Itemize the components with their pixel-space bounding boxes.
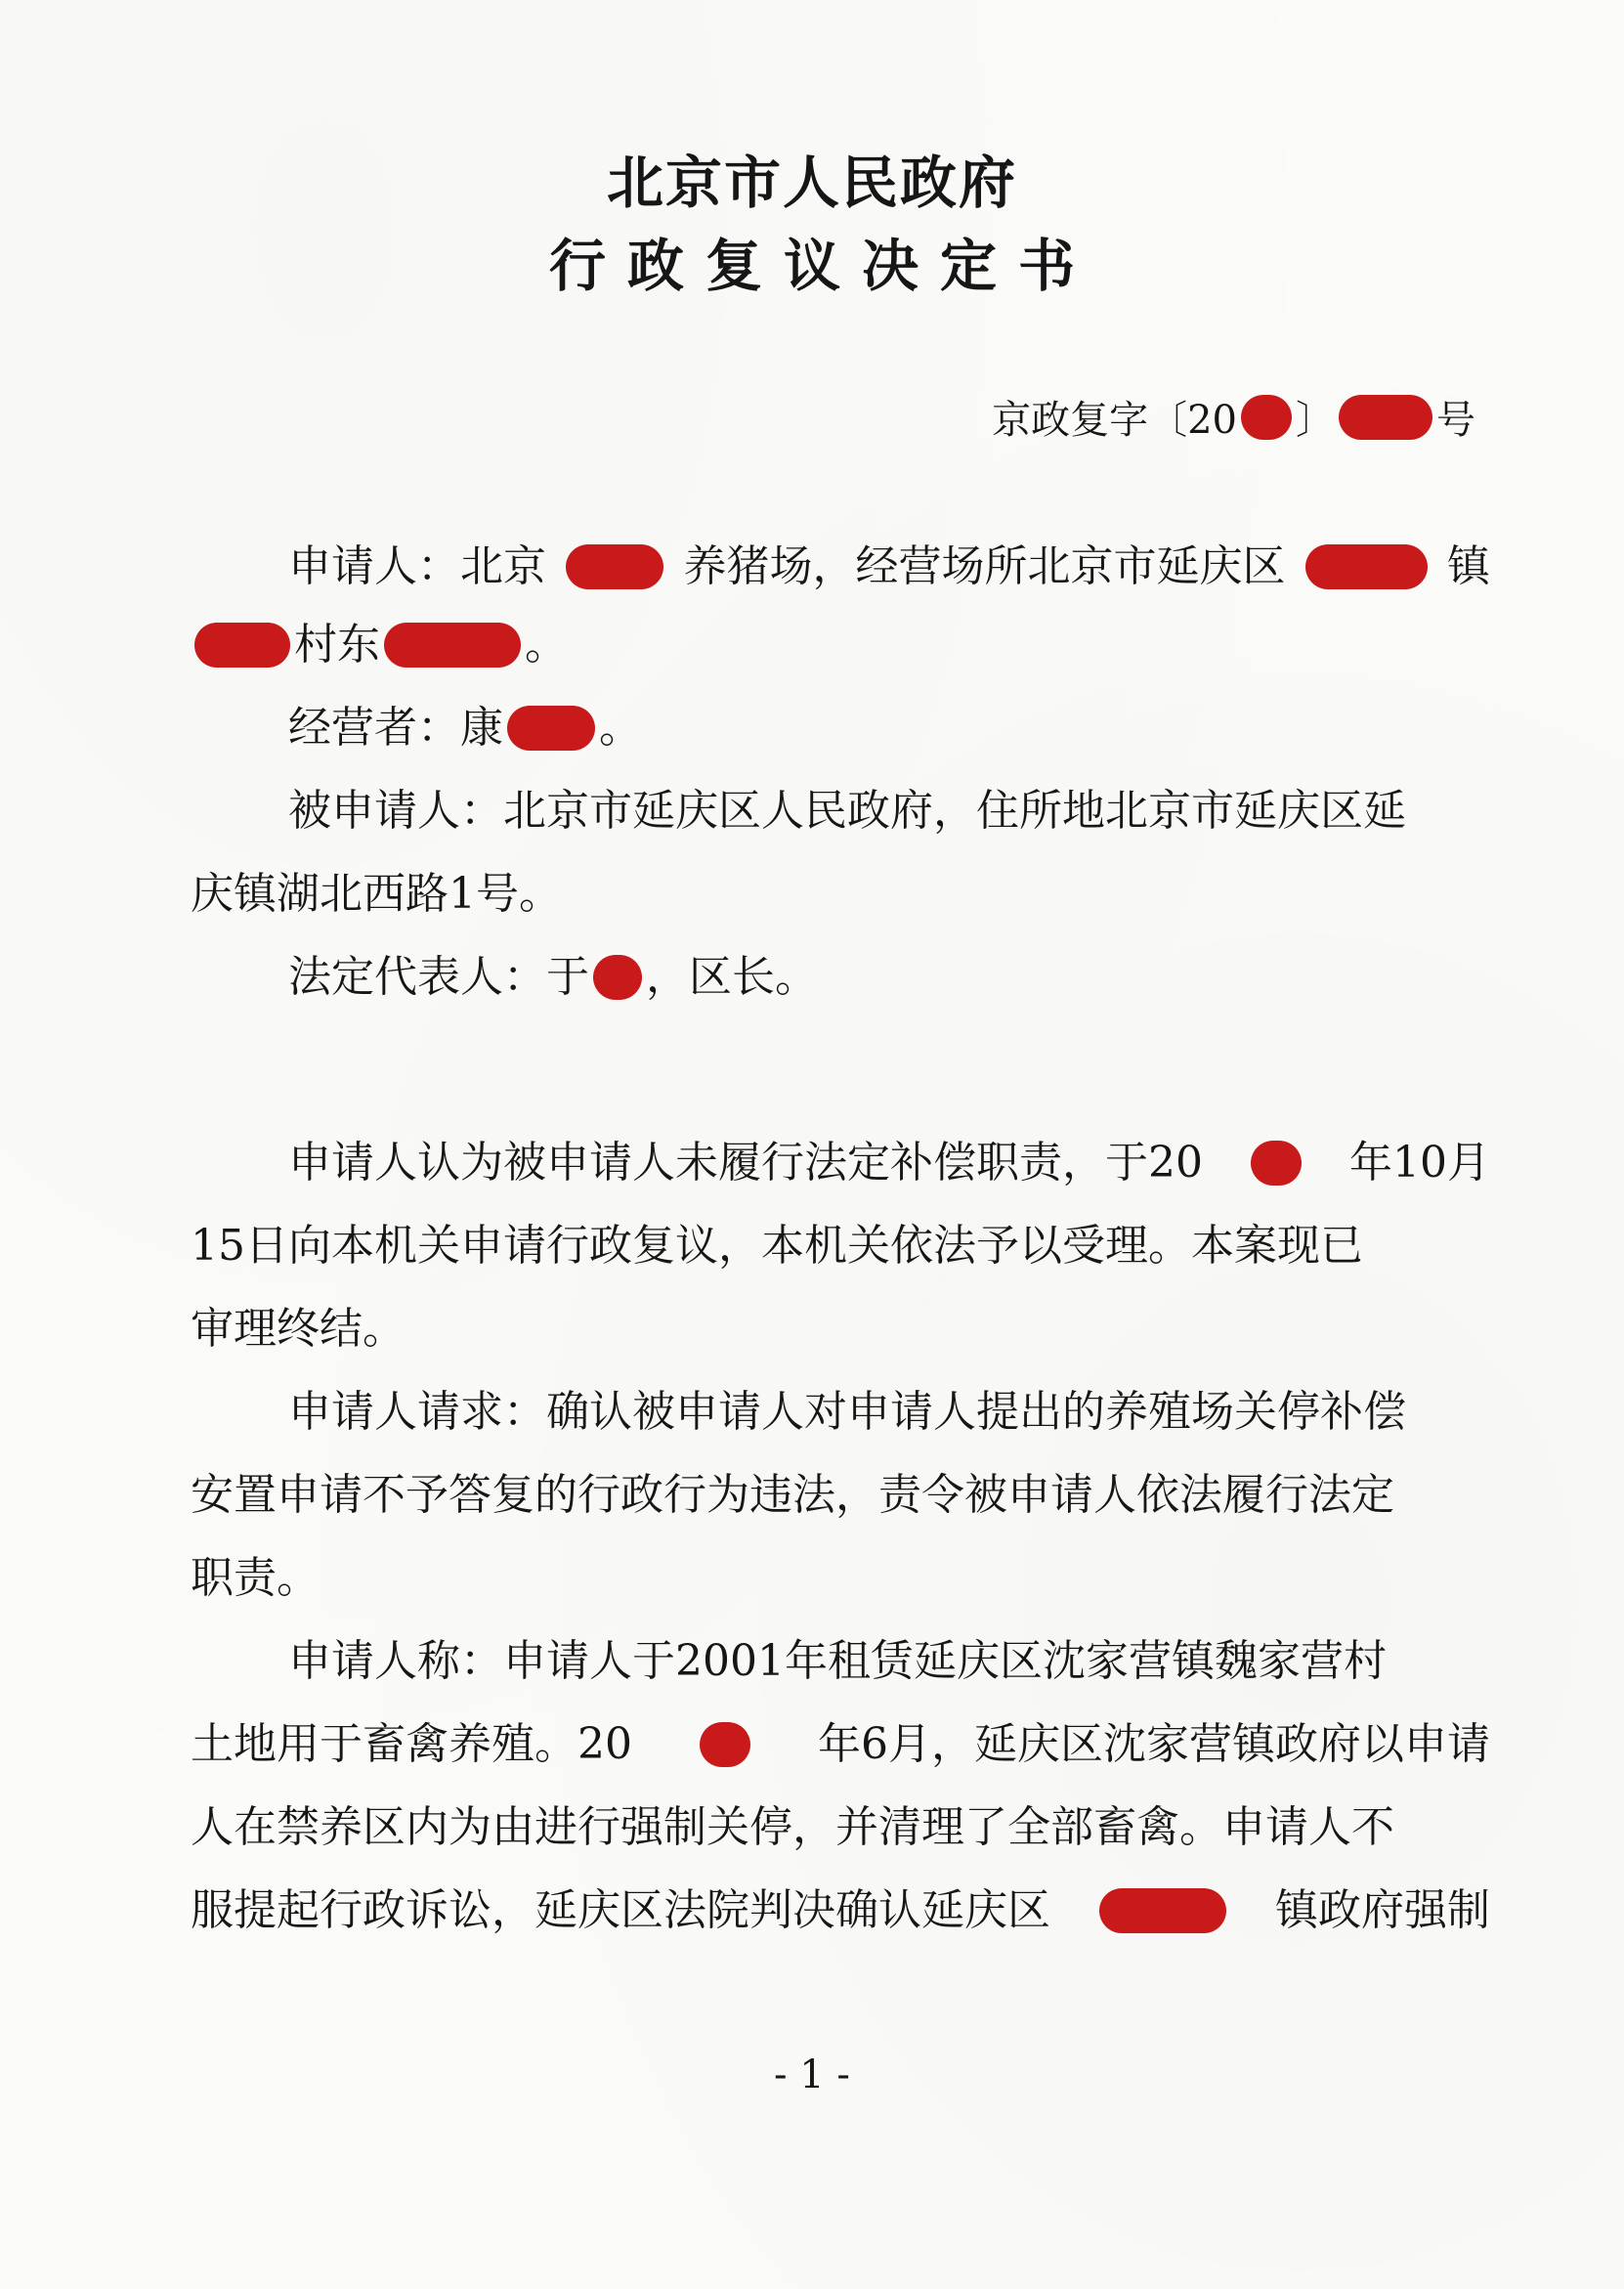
redaction-mark <box>194 623 290 668</box>
redaction-mark <box>566 544 663 589</box>
text-segment: 年10月 <box>1349 1138 1490 1188</box>
body-line: 人在禁养区内为由进行强制关停，并清理了全部畜禽。申请人不 <box>191 1802 1394 1852</box>
doc-number-middle: 〕 <box>1296 398 1335 443</box>
text-segment: 服提起行政诉讼，延庆区法院判决确认延庆区 <box>191 1885 1050 1935</box>
body-line: 15日向本机关申请行政复议，本机关依法予以受理。本案现已 <box>191 1221 1363 1271</box>
redaction-mark <box>507 706 595 751</box>
redaction-mark <box>700 1722 750 1767</box>
text-segment: 镇政府强制 <box>1275 1885 1490 1935</box>
redaction-mark <box>1251 1141 1302 1186</box>
redaction-mark <box>1241 395 1292 440</box>
text-segment: 经营者：康 <box>288 703 503 753</box>
legal-representative-line <box>191 948 1490 1007</box>
redaction-mark <box>593 955 642 1000</box>
text-segment: 养猪场，经营场所北京市延庆区 <box>683 541 1286 591</box>
redaction-mark <box>384 623 521 668</box>
body-line: 申请人请求：确认被申请人对申请人提出的养殖场关停补偿 <box>288 1387 1406 1437</box>
text-segment: 村东 <box>294 620 380 669</box>
body-line <box>191 1134 1490 1192</box>
respondent-line: 被申请人：北京市延庆区人民政府，住所地北京市延庆区延 <box>288 786 1406 836</box>
document-issuer-title: 北京市人民政府 <box>606 150 1017 216</box>
doc-number-suffix: 号 <box>1436 398 1475 443</box>
text-segment: 法定代表人：于 <box>288 952 589 1002</box>
text-segment: 镇 <box>1447 541 1490 591</box>
redaction-mark <box>1305 544 1428 589</box>
applicant-address-line <box>191 616 1490 674</box>
text-segment: ，区长。 <box>646 952 818 1002</box>
doc-number-prefix: 京政复字〔20 <box>992 398 1237 443</box>
text-segment: 土地用于畜禽养殖。20 <box>191 1719 632 1769</box>
body-line: 职责。 <box>191 1553 320 1603</box>
text-segment: 申请人认为被申请人未履行法定补偿职责，于20 <box>288 1138 1203 1188</box>
body-line <box>191 1881 1490 1940</box>
document-number <box>992 389 1475 445</box>
respondent-address-line: 庆镇湖北西路1号。 <box>191 869 562 919</box>
redaction-mark <box>1339 395 1432 440</box>
body-line: 申请人称：申请人于2001年租赁延庆区沈家营镇魏家营村 <box>288 1636 1387 1686</box>
text-segment: 申请人：北京 <box>288 541 546 591</box>
text-segment: 年6月，延庆区沈家营镇政府以申请 <box>818 1719 1490 1769</box>
applicant-line <box>191 538 1490 596</box>
redaction-mark <box>1099 1888 1226 1933</box>
text-segment: 。 <box>599 703 642 753</box>
body-line: 安置申请不予答复的行政行为违法，责令被申请人依法履行法定 <box>191 1470 1394 1520</box>
body-line <box>191 1715 1490 1774</box>
text-segment: 。 <box>525 620 568 669</box>
page-number: - 1 - <box>774 2052 850 2097</box>
operator-line <box>191 699 1490 757</box>
document-type-title: 行政复议决定书 <box>548 233 1096 299</box>
body-line: 审理终结。 <box>191 1304 406 1354</box>
